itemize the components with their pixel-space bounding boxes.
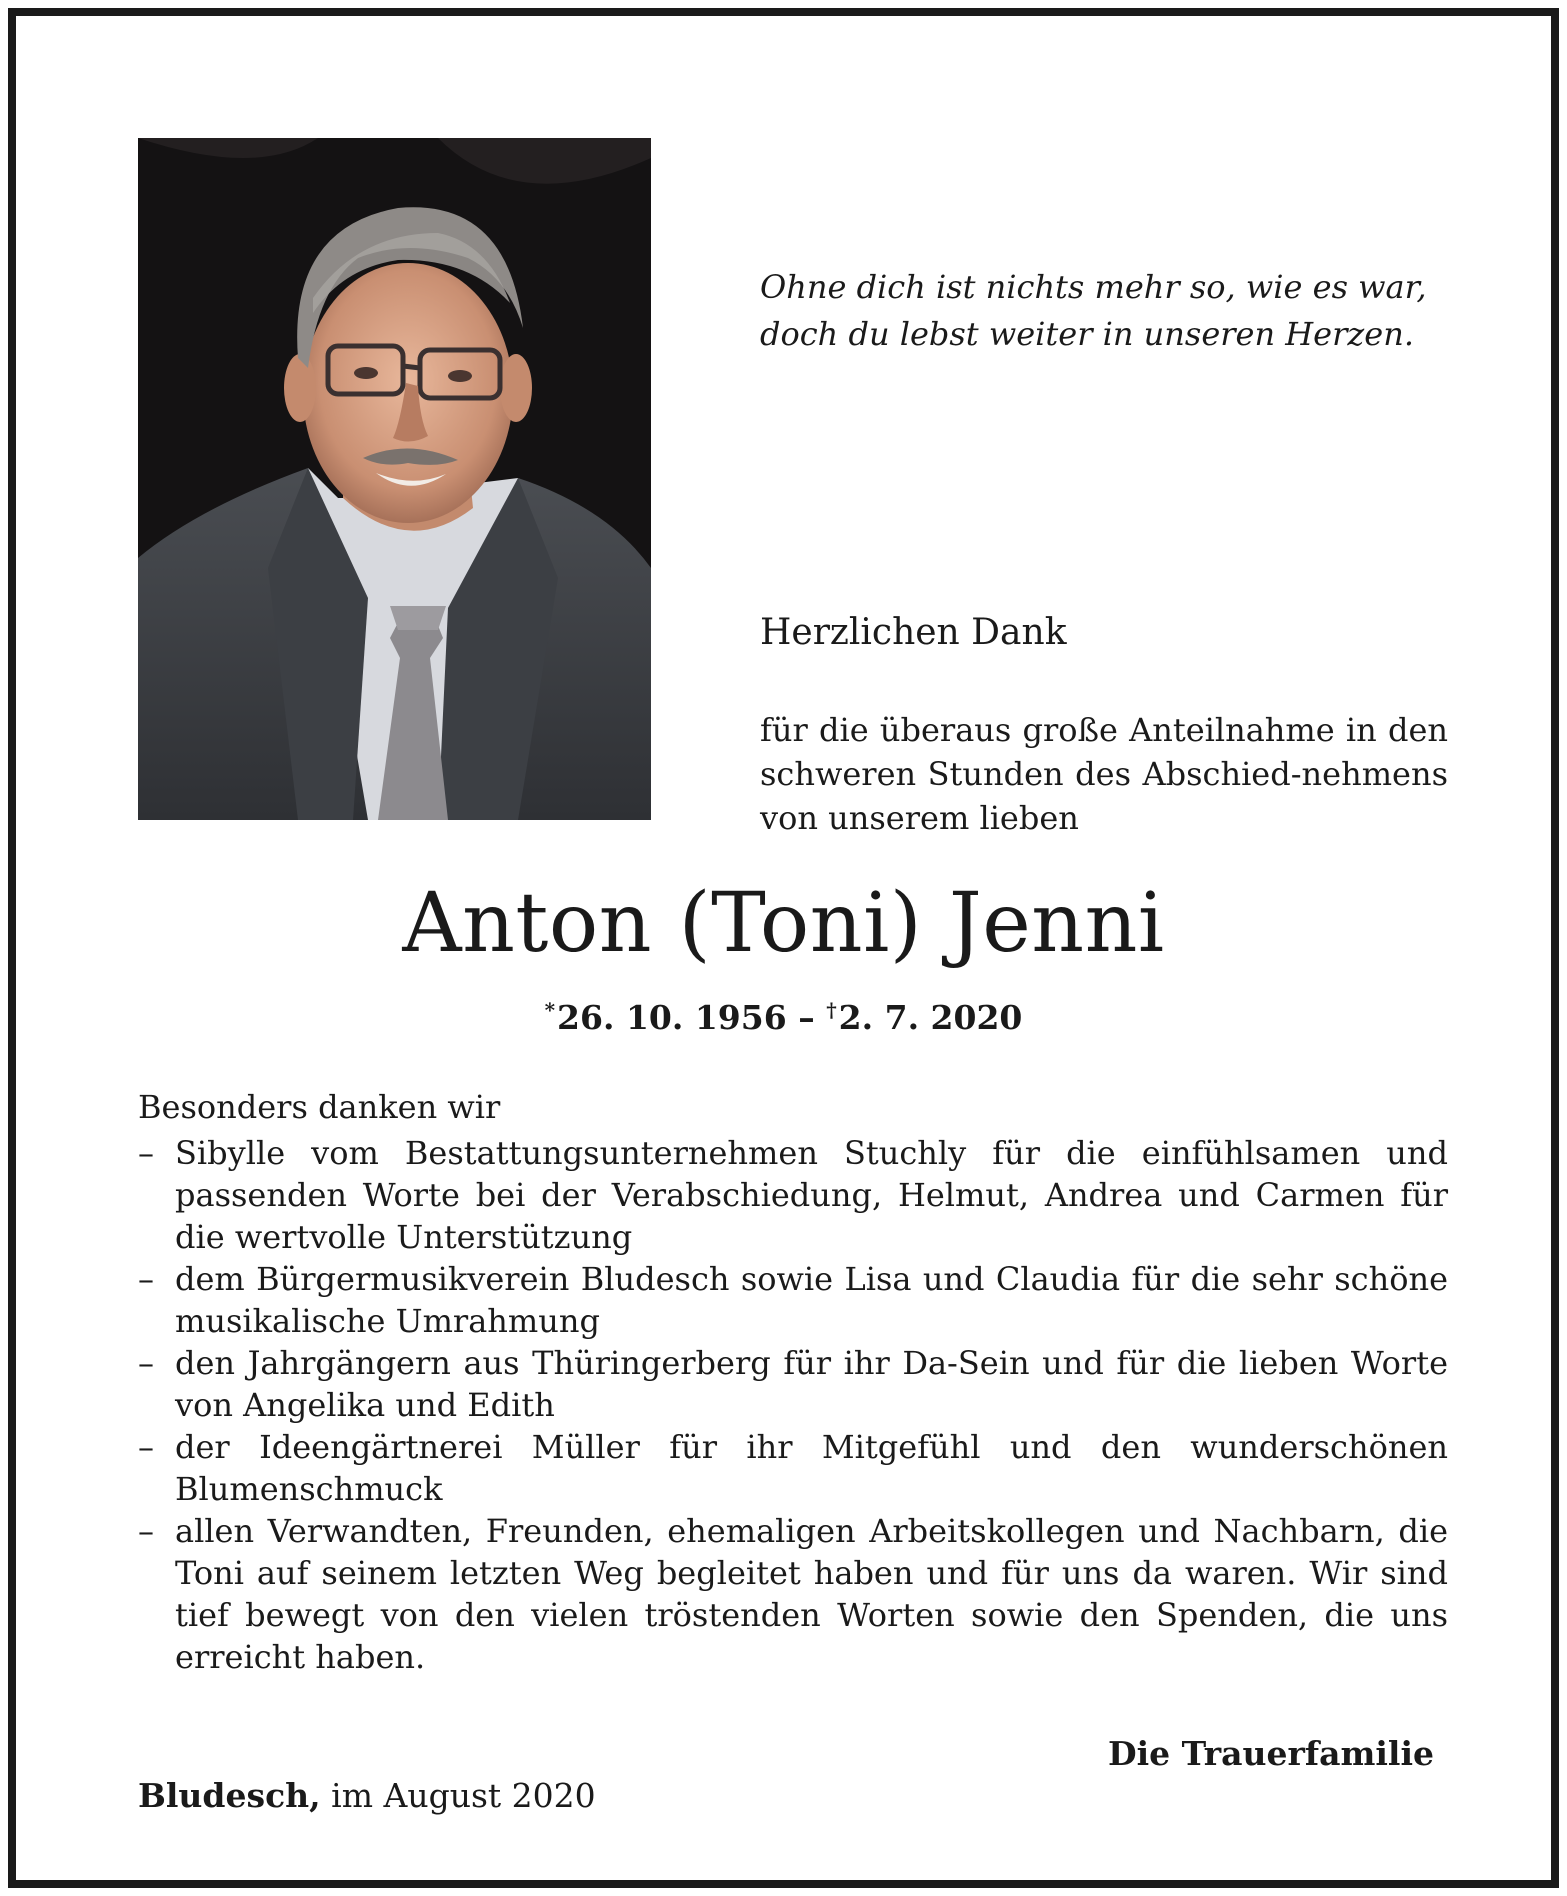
thanks-intro: für die überaus große Anteilnahme in den schweren Stunden des Abschied-nehmens von unserem lieben (760, 711, 1448, 837)
list-dash: – (138, 1344, 154, 1382)
gratitude-list (138, 1132, 1448, 1678)
list-dash: – (138, 1428, 154, 1466)
list-item (138, 1426, 1448, 1510)
list-item-text: Sibylle vom Bestattungsunternehmen Stuchly für die einfühlsamen und passenden Worte bei der Verabschiedung, Helmut, Andrea und Carmen für die wertvolle Unterstützung (175, 1134, 1448, 1256)
birth-date: 26. 10. 1956 (557, 998, 787, 1037)
notice-date: im August 2020 (331, 1776, 596, 1815)
death-date: 2. 7. 2020 (838, 998, 1023, 1037)
list-dash: – (138, 1512, 154, 1550)
list-item (138, 1510, 1448, 1678)
birth-symbol: * (544, 998, 556, 1022)
portrait-photo (138, 138, 651, 820)
list-item-text: den Jahrgängern aus Thüringerberg für ihr Da-Sein und für die lieben Worte von Angelika und Edith (175, 1344, 1448, 1424)
motto-line-1: Ohne dich ist nichts mehr so, wie es war, (760, 268, 1427, 306)
death-symbol: † (826, 998, 837, 1022)
list-item (138, 1258, 1448, 1342)
place-name: Bludesch, (138, 1776, 321, 1815)
family-signature: Die Trauerfamilie (1107, 1734, 1434, 1773)
life-dates (16, 998, 1551, 1037)
thanks-heading: Herzlichen Dank (760, 612, 1067, 653)
motto-quote (760, 264, 1460, 358)
place-date (138, 1776, 596, 1815)
portrait-illustration (138, 138, 651, 820)
motto-line-2: doch du lebst weiter in unseren Herzen. (760, 315, 1414, 353)
deceased-name: Anton (Toni) Jenni (402, 876, 1165, 971)
list-item (138, 1342, 1448, 1426)
list-item (138, 1132, 1448, 1258)
list-item-text: der Ideengärtnerei Müller für ihr Mitgefühl und den wunderschönen Blumenschmuck (175, 1428, 1448, 1508)
gratitude-heading: Besonders danken wir (138, 1088, 501, 1126)
list-item-text: allen Verwandten, Freunden, ehemaligen Arbeitskollegen und Nachbarn, die Toni auf seinem letzten Weg begleitet haben und für uns da waren. Wir sind tief bewegt von den vielen tröstenden Worten sowie den Spenden, die uns erreicht haben. (175, 1512, 1448, 1676)
notice-frame (8, 8, 1559, 1888)
list-dash: – (138, 1260, 154, 1298)
list-dash: – (138, 1134, 154, 1172)
list-item-text: dem Bürgermusikverein Bludesch sowie Lisa und Claudia für die sehr schöne musikalische Umrahmung (175, 1260, 1448, 1340)
date-separator: – (798, 998, 815, 1037)
